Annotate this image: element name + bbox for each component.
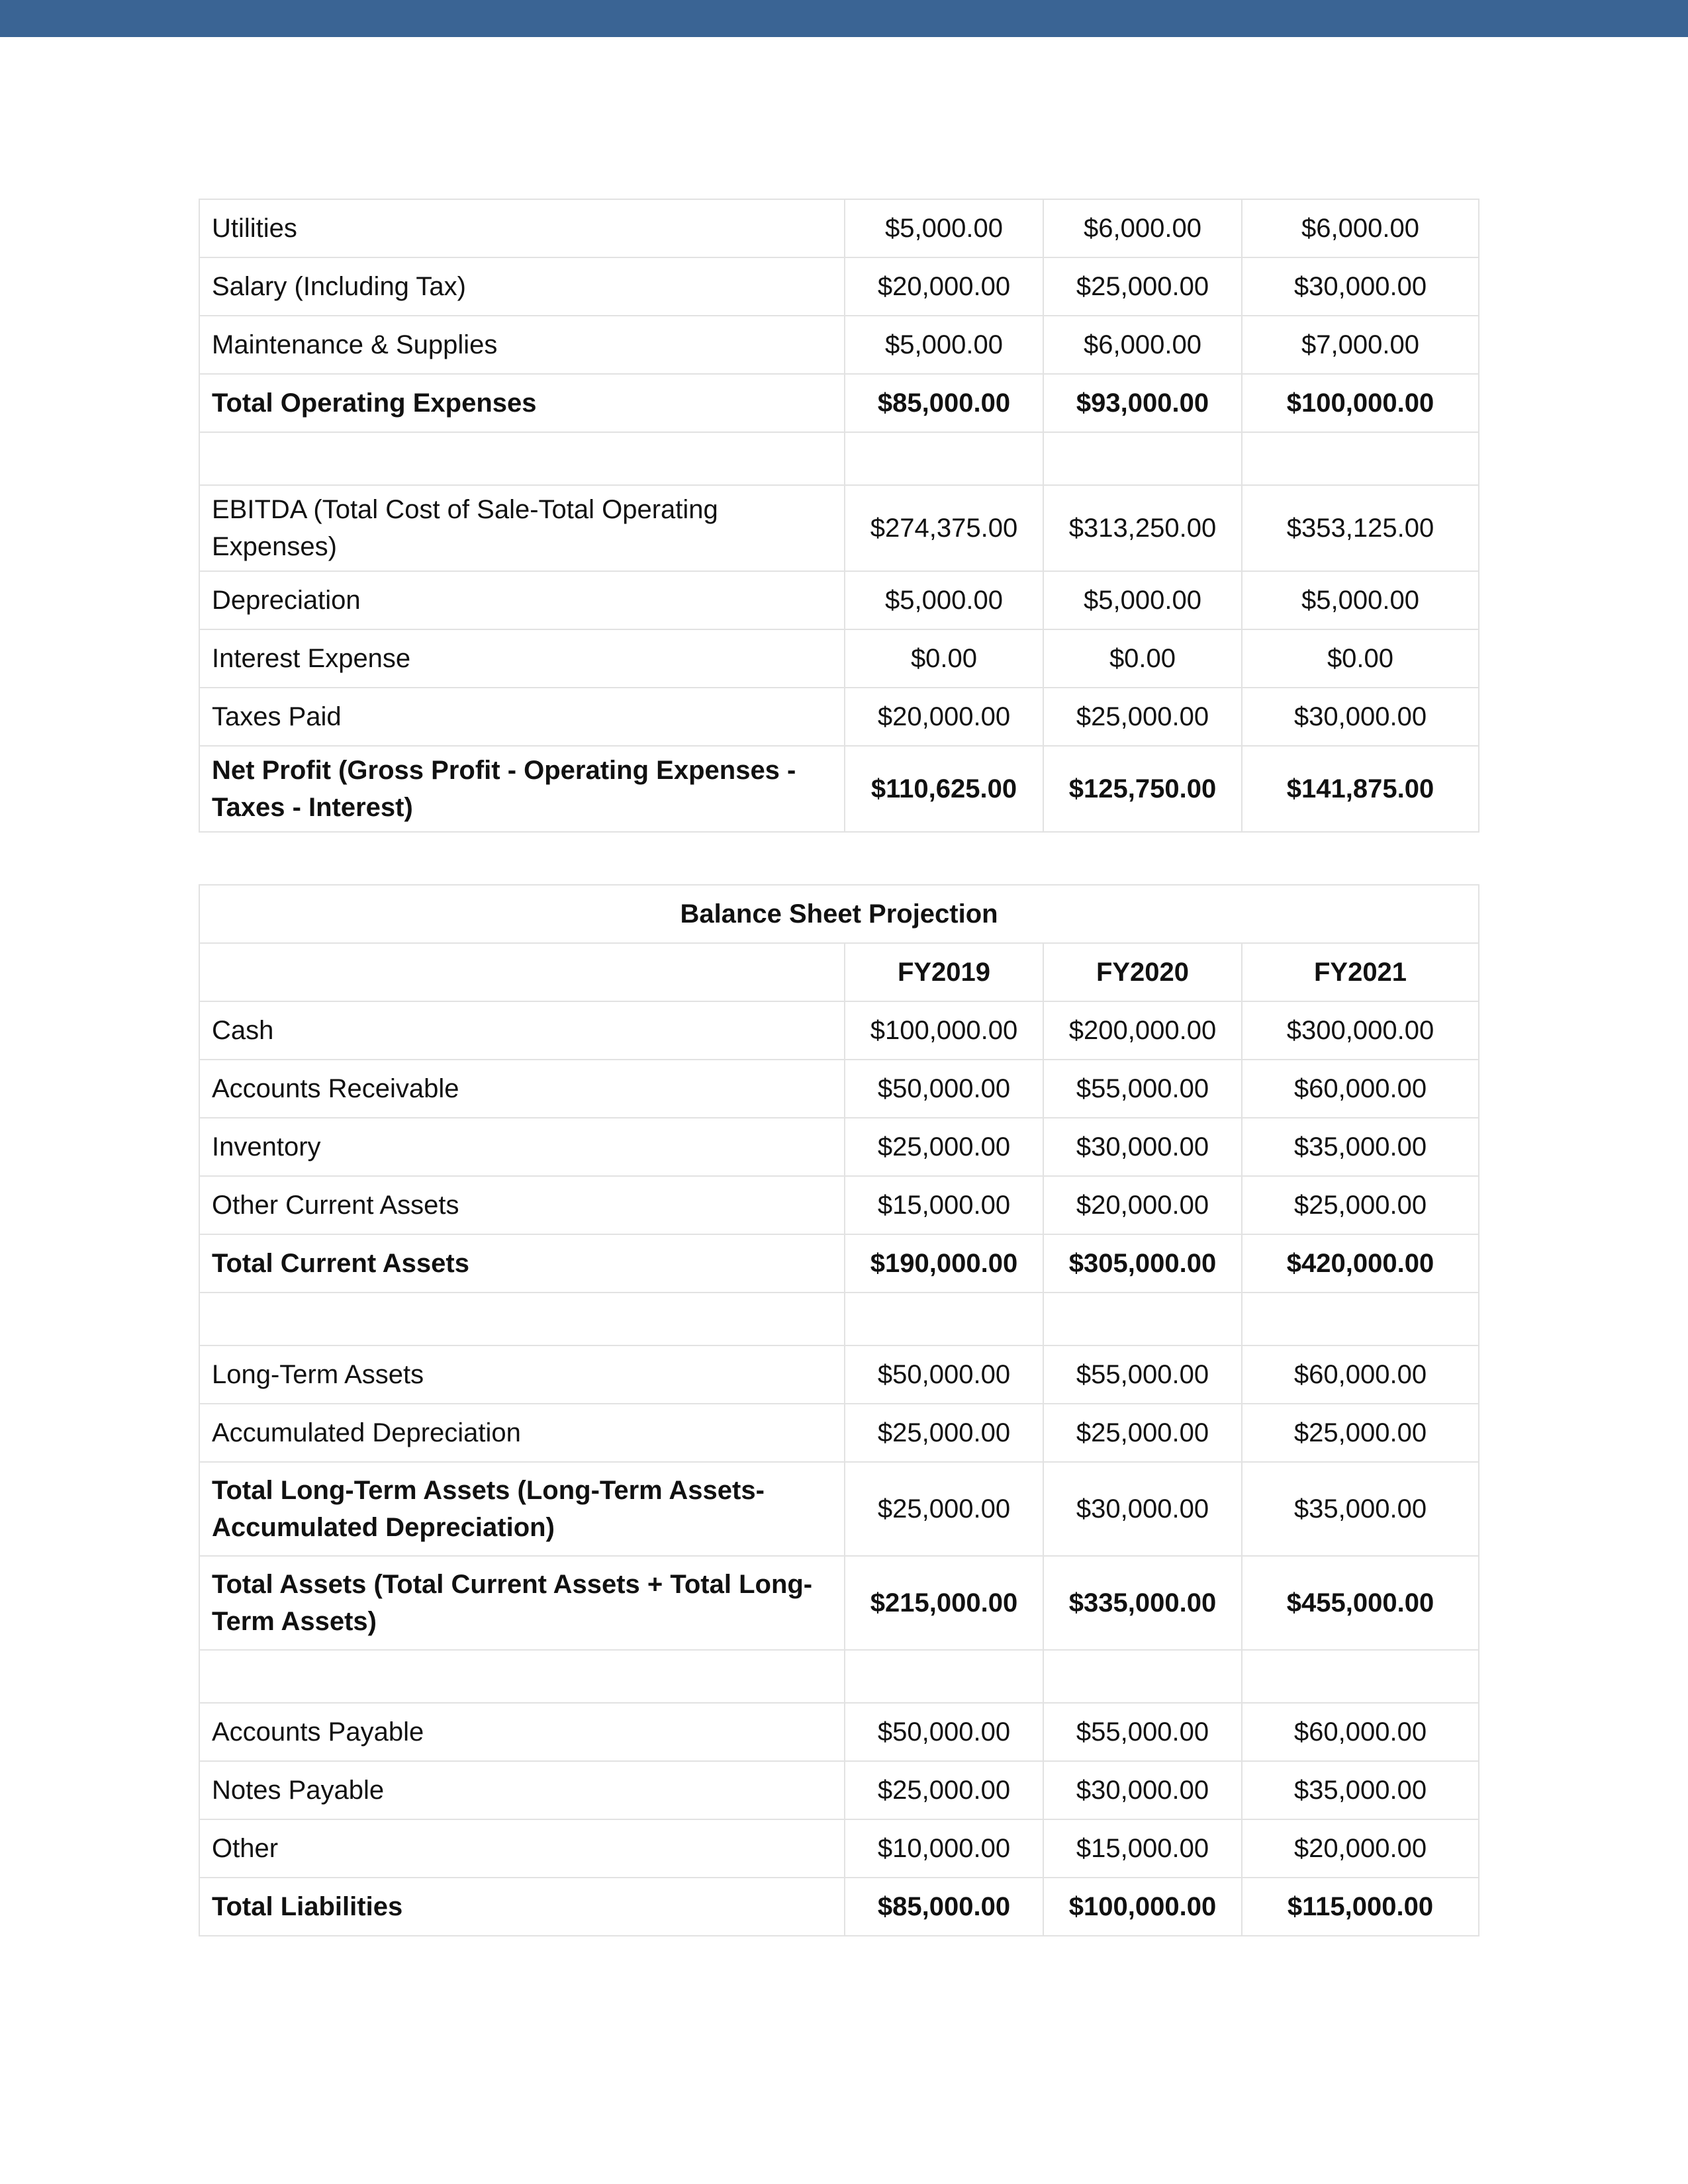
spacer-row xyxy=(199,1650,1479,1703)
row-label: Maintenance & Supplies xyxy=(199,316,845,374)
table-row xyxy=(199,629,1479,688)
value-cell: $25,000.00 xyxy=(1043,688,1242,746)
row-label: Inventory xyxy=(199,1118,845,1176)
value-cell: $60,000.00 xyxy=(1242,1345,1479,1404)
value-cell: $5,000.00 xyxy=(845,199,1043,257)
value-cell: $353,125.00 xyxy=(1242,485,1479,571)
value-cell: $100,000.00 xyxy=(1043,1878,1242,1936)
row-label: Taxes Paid xyxy=(199,688,845,746)
row-label: Total Liabilities xyxy=(199,1878,845,1936)
value-cell: $35,000.00 xyxy=(1242,1462,1479,1556)
value-cell: $215,000.00 xyxy=(845,1556,1043,1650)
value-cell: $30,000.00 xyxy=(1043,1118,1242,1176)
value-cell: $30,000.00 xyxy=(1242,688,1479,746)
value-cell: $20,000.00 xyxy=(845,688,1043,746)
table-row xyxy=(199,1345,1479,1404)
row-label: Other Current Assets xyxy=(199,1176,845,1234)
value-cell: $30,000.00 xyxy=(1043,1761,1242,1819)
value-cell: $25,000.00 xyxy=(845,1118,1043,1176)
value-cell: $455,000.00 xyxy=(1242,1556,1479,1650)
value-cell: $7,000.00 xyxy=(1242,316,1479,374)
row-label: Other xyxy=(199,1819,845,1878)
value-cell: $100,000.00 xyxy=(1242,374,1479,432)
row-label: Depreciation xyxy=(199,571,845,629)
value-cell: $25,000.00 xyxy=(845,1761,1043,1819)
table-row xyxy=(199,1819,1479,1878)
value-cell: $25,000.00 xyxy=(1043,1404,1242,1462)
value-cell: $85,000.00 xyxy=(845,374,1043,432)
table-row xyxy=(199,485,1479,571)
table-title-row xyxy=(199,885,1479,943)
value-cell xyxy=(1043,1650,1242,1703)
header-cell xyxy=(199,943,845,1001)
value-cell: $30,000.00 xyxy=(1043,1462,1242,1556)
value-cell: $25,000.00 xyxy=(1043,257,1242,316)
row-label: Accounts Payable xyxy=(199,1703,845,1761)
value-cell: $25,000.00 xyxy=(845,1404,1043,1462)
value-cell: $25,000.00 xyxy=(1242,1176,1479,1234)
table-row xyxy=(199,1404,1479,1462)
row-label: Total Assets (Total Current Assets + Total Long-Term Assets) xyxy=(199,1556,845,1650)
value-cell: $30,000.00 xyxy=(1242,257,1479,316)
table-row xyxy=(199,1761,1479,1819)
header-cell: FY2020 xyxy=(1043,943,1242,1001)
total-row xyxy=(199,1878,1479,1936)
value-cell xyxy=(1242,1293,1479,1345)
value-cell: $15,000.00 xyxy=(845,1176,1043,1234)
balance-sheet-table xyxy=(199,884,1479,1936)
header-cell: FY2019 xyxy=(845,943,1043,1001)
value-cell: $5,000.00 xyxy=(1043,571,1242,629)
total-row xyxy=(199,1556,1479,1650)
value-cell: $0.00 xyxy=(845,629,1043,688)
value-cell: $50,000.00 xyxy=(845,1060,1043,1118)
row-label: Net Profit (Gross Profit - Operating Expenses - Taxes - Interest) xyxy=(199,746,845,832)
value-cell: $85,000.00 xyxy=(845,1878,1043,1936)
spacer-row xyxy=(199,1293,1479,1345)
value-cell xyxy=(1242,1650,1479,1703)
value-cell: $25,000.00 xyxy=(1242,1404,1479,1462)
row-label: Total Long-Term Assets (Long-Term Assets-Accumulated Depreciation) xyxy=(199,1462,845,1556)
row-label: Cash xyxy=(199,1001,845,1060)
table-row xyxy=(199,1118,1479,1176)
row-label xyxy=(199,432,845,485)
income-statement-table xyxy=(199,199,1479,833)
row-label: Salary (Including Tax) xyxy=(199,257,845,316)
value-cell: $115,000.00 xyxy=(1242,1878,1479,1936)
value-cell: $300,000.00 xyxy=(1242,1001,1479,1060)
row-label: Interest Expense xyxy=(199,629,845,688)
value-cell: $60,000.00 xyxy=(1242,1703,1479,1761)
table-row xyxy=(199,1176,1479,1234)
value-cell: $20,000.00 xyxy=(1242,1819,1479,1878)
value-cell xyxy=(845,1293,1043,1345)
table-row xyxy=(199,316,1479,374)
header-cell: FY2021 xyxy=(1242,943,1479,1001)
value-cell xyxy=(845,432,1043,485)
value-cell: $6,000.00 xyxy=(1043,199,1242,257)
table-row xyxy=(199,199,1479,257)
value-cell: $100,000.00 xyxy=(845,1001,1043,1060)
row-label xyxy=(199,1293,845,1345)
table-row xyxy=(199,688,1479,746)
value-cell: $35,000.00 xyxy=(1242,1761,1479,1819)
total-row xyxy=(199,374,1479,432)
total-row xyxy=(199,1234,1479,1293)
value-cell: $5,000.00 xyxy=(1242,571,1479,629)
value-cell: $93,000.00 xyxy=(1043,374,1242,432)
header-row xyxy=(199,943,1479,1001)
value-cell: $6,000.00 xyxy=(1043,316,1242,374)
table-title: Balance Sheet Projection xyxy=(199,885,1479,943)
value-cell: $60,000.00 xyxy=(1242,1060,1479,1118)
value-cell: $313,250.00 xyxy=(1043,485,1242,571)
row-label: Long-Term Assets xyxy=(199,1345,845,1404)
row-label: Notes Payable xyxy=(199,1761,845,1819)
value-cell: $0.00 xyxy=(1242,629,1479,688)
header-bar xyxy=(0,0,1688,37)
row-label: Total Operating Expenses xyxy=(199,374,845,432)
value-cell: $5,000.00 xyxy=(845,316,1043,374)
value-cell: $141,875.00 xyxy=(1242,746,1479,832)
value-cell: $200,000.00 xyxy=(1043,1001,1242,1060)
value-cell xyxy=(1242,432,1479,485)
row-label: Accumulated Depreciation xyxy=(199,1404,845,1462)
value-cell: $35,000.00 xyxy=(1242,1118,1479,1176)
value-cell: $55,000.00 xyxy=(1043,1345,1242,1404)
total-row xyxy=(199,1462,1479,1556)
row-label: Utilities xyxy=(199,199,845,257)
table-row xyxy=(199,1060,1479,1118)
value-cell: $305,000.00 xyxy=(1043,1234,1242,1293)
value-cell: $6,000.00 xyxy=(1242,199,1479,257)
table-row xyxy=(199,571,1479,629)
table-row xyxy=(199,1703,1479,1761)
spacer-row xyxy=(199,432,1479,485)
value-cell: $274,375.00 xyxy=(845,485,1043,571)
value-cell: $15,000.00 xyxy=(1043,1819,1242,1878)
value-cell: $50,000.00 xyxy=(845,1345,1043,1404)
row-label: Total Current Assets xyxy=(199,1234,845,1293)
value-cell: $25,000.00 xyxy=(845,1462,1043,1556)
value-cell: $125,750.00 xyxy=(1043,746,1242,832)
value-cell xyxy=(1043,432,1242,485)
value-cell: $55,000.00 xyxy=(1043,1060,1242,1118)
value-cell: $55,000.00 xyxy=(1043,1703,1242,1761)
value-cell xyxy=(1043,1293,1242,1345)
value-cell: $20,000.00 xyxy=(1043,1176,1242,1234)
total-row xyxy=(199,746,1479,832)
table-row xyxy=(199,1001,1479,1060)
row-label: EBITDA (Total Cost of Sale-Total Operating Expenses) xyxy=(199,485,845,571)
value-cell: $110,625.00 xyxy=(845,746,1043,832)
value-cell: $420,000.00 xyxy=(1242,1234,1479,1293)
value-cell: $0.00 xyxy=(1043,629,1242,688)
row-label xyxy=(199,1650,845,1703)
table-row xyxy=(199,257,1479,316)
value-cell xyxy=(845,1650,1043,1703)
value-cell: $50,000.00 xyxy=(845,1703,1043,1761)
value-cell: $5,000.00 xyxy=(845,571,1043,629)
value-cell: $335,000.00 xyxy=(1043,1556,1242,1650)
value-cell: $10,000.00 xyxy=(845,1819,1043,1878)
row-label: Accounts Receivable xyxy=(199,1060,845,1118)
value-cell: $20,000.00 xyxy=(845,257,1043,316)
value-cell: $190,000.00 xyxy=(845,1234,1043,1293)
